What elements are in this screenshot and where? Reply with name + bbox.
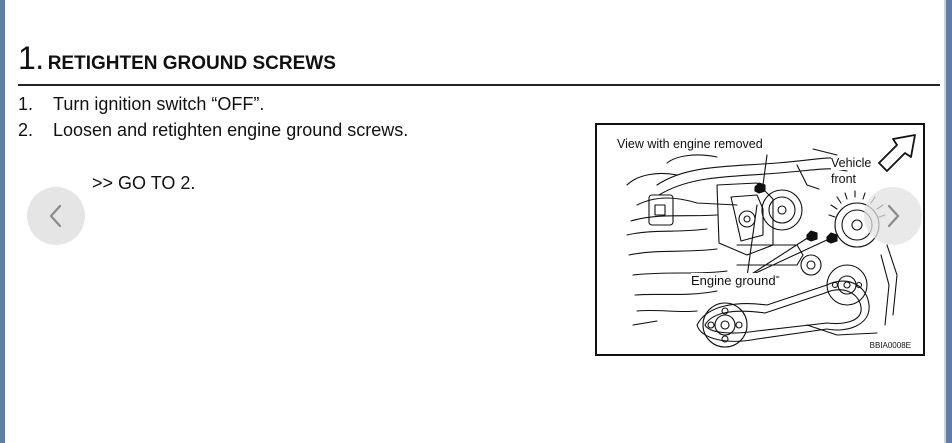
window-right-border [946, 0, 952, 443]
heading-divider [18, 84, 940, 86]
step-item [18, 94, 264, 115]
engine-ground-label: Engine ground [691, 273, 776, 288]
window-left-border [0, 0, 5, 443]
vehicle-front-label-line2: front [831, 172, 857, 186]
engine-illustration [597, 125, 923, 354]
step-text: Turn ignition switch “OFF”. [53, 94, 265, 114]
step-number: 2. [18, 120, 34, 140]
vehicle-front-label-line1: Vehicle [831, 156, 872, 170]
step-item [18, 120, 408, 141]
chevron-left-icon [46, 202, 66, 230]
step-number: 1. [18, 94, 34, 114]
goto-instruction: >> GO TO 2. [92, 173, 196, 193]
figure-code: BBIA0008E [869, 341, 911, 350]
section-heading [18, 40, 336, 77]
section-number: 1. [18, 40, 44, 76]
section-title: RETIGHTEN GROUND SCREWS [47, 53, 336, 74]
step-text: Loosen and retighten engine ground screws. [53, 120, 409, 140]
next-button[interactable] [864, 187, 922, 245]
chevron-right-icon [883, 202, 903, 230]
figure-caption: View with engine removed [617, 137, 763, 151]
previous-button[interactable] [27, 187, 85, 245]
